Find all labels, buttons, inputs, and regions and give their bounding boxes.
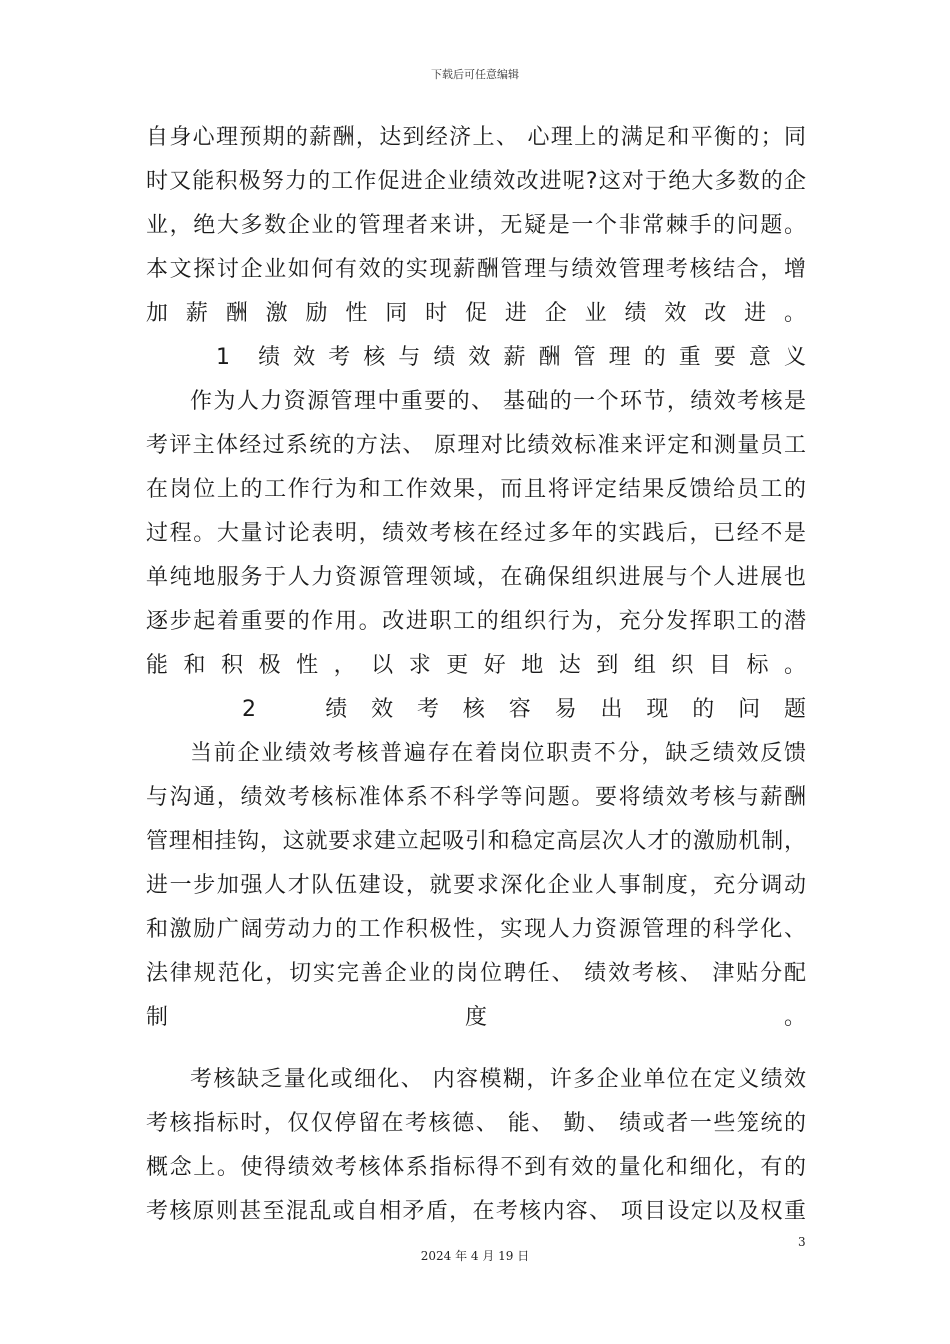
body-line: 加 薪 酬 激 励 性 同 时 促 进 企 业 绩 效 改 进 。 — [146, 301, 806, 326]
paragraph-gap — [146, 1042, 806, 1060]
body-line: 概念上。使得绩效考核体系指标得不到有效的量化和细化，有的 — [146, 1155, 806, 1180]
body-line: 当前企业绩效考核普遍存在着岗位职责不分，缺乏绩效反馈 — [190, 741, 806, 766]
body-line: 作为人力资源管理中重要的、 基础的一个环节，绩效考核是 — [190, 389, 806, 414]
body-line: 考核缺乏量化或细化、 内容模糊，许多企业单位在定义绩效 — [190, 1067, 806, 1092]
body-line: 业，绝大多数企业的管理者来讲，无疑是一个非常棘手的问题。 — [146, 213, 806, 238]
body-line: 在岗位上的工作行为和工作效果，而且将评定结果反馈给员工的 — [146, 477, 806, 502]
body-line: 过程。大量讨论表明，绩效考核在经过多年的实践后，已经不是 — [146, 521, 806, 546]
body-line: 考核原则甚至混乱或自相矛盾，在考核内容、 项目设定以及权重 — [146, 1199, 806, 1224]
body-line: 本文探讨企业如何有效的实现薪酬管理与绩效管理考核结合，增 — [146, 257, 806, 282]
body-line: 管理相挂钩，这就要求建立起吸引和稳定高层次人才的激励机制， — [146, 829, 806, 854]
page-number: 3 — [798, 1235, 806, 1249]
body-line: 考评主体经过系统的方法、 原理对比绩效标准来评定和测量员工 — [146, 433, 806, 458]
body-line: 考核指标时，仅仅停留在考核德、 能、 勤、 绩或者一些笼统的 — [146, 1111, 806, 1136]
section-heading-1: 1 绩 效 考 核 与 绩 效 薪 酬 管 理 的 重 要 意 义 — [216, 345, 806, 370]
body-line: 法律规范化，切实完善企业的岗位聘任、 绩效考核、 津贴分配 — [146, 961, 806, 986]
body-line: 单纯地服务于人力资源管理领域，在确保组织进展与个人进展也 — [146, 565, 806, 590]
body-line: 进一步加强人才队伍建设，就要求深化企业人事制度，充分调动 — [146, 873, 806, 898]
body-line: 时又能积极努力的工作促进企业绩效改进呢?这对于绝大多数的企 — [146, 169, 806, 194]
body-line: 与沟通，绩效考核标准体系不科学等问题。要将绩效考核与薪酬 — [146, 785, 806, 810]
page-header: 下载后可任意编辑 — [431, 68, 519, 81]
body-line: 逐步起着重要的作用。改进职工的组织行为，充分发挥职工的潜 — [146, 609, 806, 634]
page-footer-date: 2024 年 4 月 19 日 — [420, 1249, 530, 1263]
body-line: 能 和 积 极 性 ， 以 求 更 好 地 达 到 组 织 目 标 。 — [146, 653, 806, 678]
section-heading-2: 2 绩 效 考 核 容 易 出 现 的 问 题 — [242, 697, 806, 722]
body-line: 制 度 。 — [146, 1005, 806, 1030]
body-line: 和激励广阔劳动力的工作积极性，实现人力资源管理的科学化、 — [146, 917, 806, 942]
document-body — [146, 118, 806, 1236]
body-line: 自身心理预期的薪酬，达到经济上、 心理上的满足和平衡的；同 — [146, 125, 806, 150]
